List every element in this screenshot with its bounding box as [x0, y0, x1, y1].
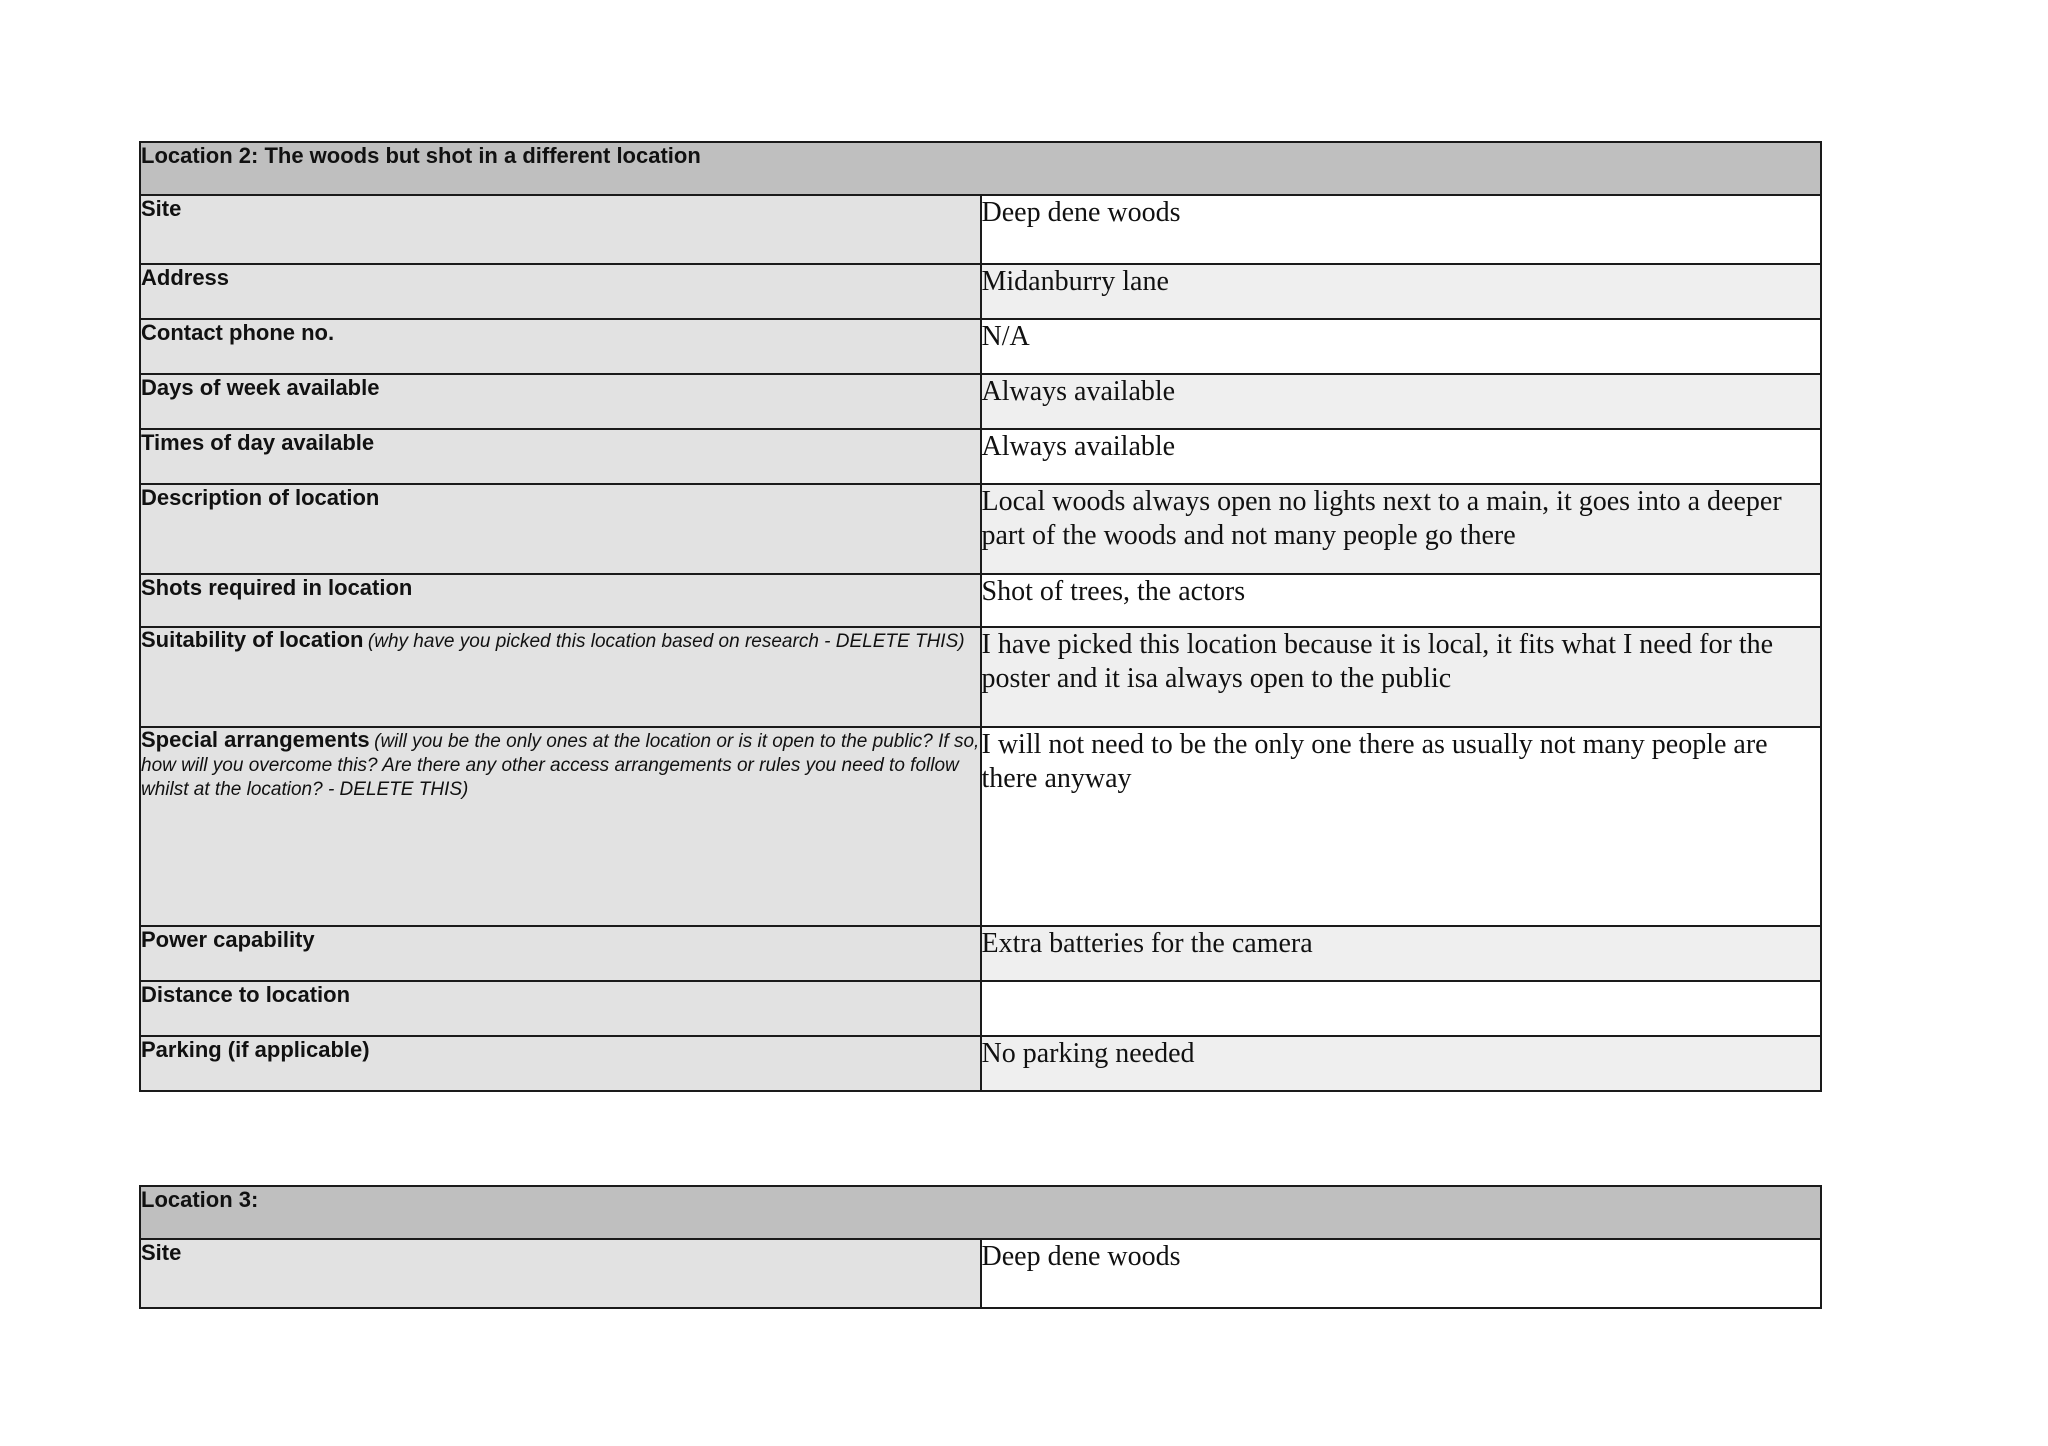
days-available-label: Days of week available: [141, 375, 380, 400]
table-row: [140, 429, 1821, 484]
suitability-label: Suitability of location: [141, 627, 364, 652]
table-row: [140, 1239, 1821, 1308]
days-available-value: Always available: [981, 374, 1822, 429]
shots-label-cell: [140, 574, 981, 627]
suitability-value: I have picked this location because it is local, it fits what I need for the poster and it isa always open to the public: [981, 627, 1822, 727]
table-row: [140, 374, 1821, 429]
table-row: [140, 926, 1821, 981]
contact-label-cell: [140, 319, 981, 374]
address-label-cell: [140, 264, 981, 319]
days-label-cell: [140, 374, 981, 429]
special-arrangements-note: (will you be the only ones at the location or is it open to the public? If so, how will you overcome this? Are there any other access arrangements or rules you need to follow whilst at the location? - DELETE THIS): [141, 731, 980, 800]
address-value: Midanburry lane: [981, 264, 1822, 319]
location-2-table: [139, 141, 1822, 1092]
location-3-header: Location 3:: [140, 1186, 1821, 1239]
times-available-label: Times of day available: [141, 430, 375, 455]
power-capability-label: Power capability: [141, 927, 315, 952]
location-3-table: [139, 1185, 1822, 1309]
site-value: Deep dene woods: [981, 195, 1822, 264]
power-label-cell: [140, 926, 981, 981]
table-row: [140, 1036, 1821, 1091]
table-row: [140, 195, 1821, 264]
distance-label-cell: [140, 981, 981, 1036]
shots-required-value: Shot of trees, the actors: [981, 574, 1822, 627]
site-label-cell: [140, 1239, 981, 1308]
table-row: [140, 727, 1821, 926]
site-label: Site: [141, 1240, 182, 1265]
location-3-header-row: [140, 1186, 1821, 1239]
suitability-label-cell: [140, 627, 981, 727]
parking-label: Parking (if applicable): [141, 1037, 370, 1062]
table-row: [140, 574, 1821, 627]
suitability-note: (why have you picked this location based on research - DELETE THIS): [367, 631, 965, 652]
contact-phone-value: N/A: [981, 319, 1822, 374]
parking-value: No parking needed: [981, 1036, 1822, 1091]
table-row: [140, 264, 1821, 319]
table-row: [140, 484, 1821, 574]
contact-phone-label: Contact phone no.: [141, 320, 335, 345]
special-arrangements-label: Special arrangements: [141, 727, 370, 752]
parking-label-cell: [140, 1036, 981, 1091]
shots-required-label: Shots required in location: [141, 575, 413, 600]
location-2-header-row: [140, 142, 1821, 195]
special-arrangements-value: I will not need to be the only one there as usually not many people are there anyway: [981, 727, 1822, 926]
site-label: Site: [141, 196, 182, 221]
times-available-value: Always available: [981, 429, 1822, 484]
table-row: [140, 981, 1821, 1036]
special-arrangements-label-cell: [140, 727, 981, 926]
address-label: Address: [141, 265, 230, 290]
times-label-cell: [140, 429, 981, 484]
distance-value: [981, 981, 1822, 1036]
table-row: [140, 627, 1821, 727]
site-value: Deep dene woods: [981, 1239, 1822, 1308]
description-label: Description of location: [141, 485, 380, 510]
description-value: Local woods always open no lights next to a main, it goes into a deeper part of the woods and not many people go there: [981, 484, 1822, 574]
description-label-cell: [140, 484, 981, 574]
table-row: [140, 319, 1821, 374]
distance-label: Distance to location: [141, 982, 351, 1007]
site-label-cell: [140, 195, 981, 264]
location-2-header: Location 2: The woods but shot in a different location: [140, 142, 1821, 195]
power-capability-value: Extra batteries for the camera: [981, 926, 1822, 981]
